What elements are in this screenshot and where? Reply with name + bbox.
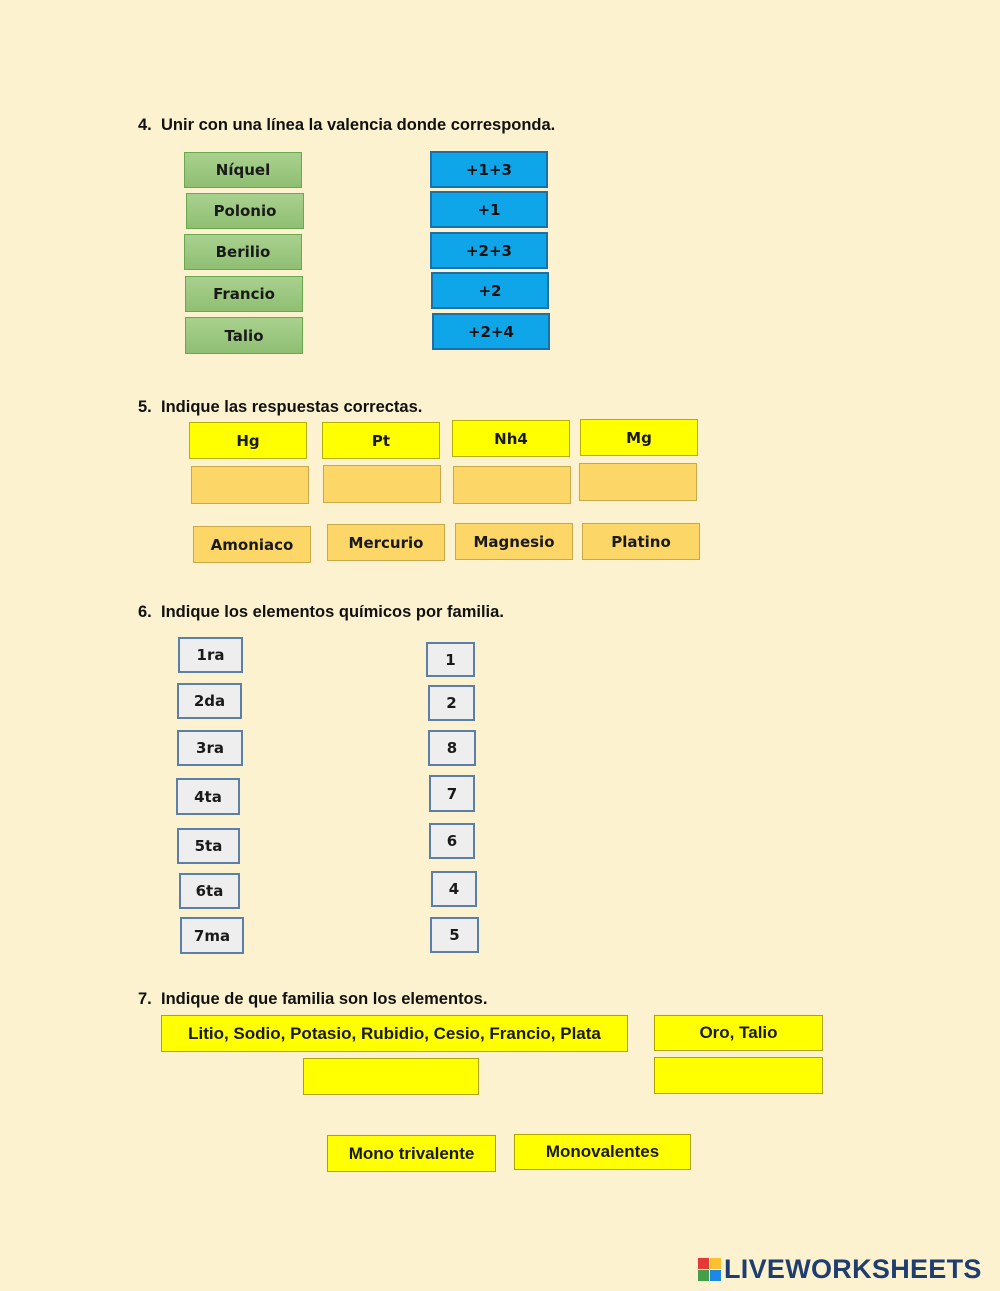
q5-answer-dropzone[interactable]: [191, 466, 309, 504]
q6-family-box[interactable]: 2da: [177, 683, 242, 719]
q5-name-option[interactable]: Platino: [582, 523, 700, 560]
q6-family-box[interactable]: 6ta: [179, 873, 240, 909]
q5-symbol-box: Mg: [580, 419, 698, 456]
q5-name-option[interactable]: Amoniaco: [193, 526, 311, 563]
q7-answer-dropzone[interactable]: [654, 1057, 823, 1094]
q6-family-box[interactable]: 5ta: [177, 828, 240, 864]
q6-family-box[interactable]: 1ra: [178, 637, 243, 673]
q7-group-box: Litio, Sodio, Potasio, Rubidio, Cesio, Francio, Plata: [161, 1015, 628, 1052]
q4-valence-box[interactable]: +1+3: [430, 151, 548, 188]
question-5-title: 5. Indique las respuestas correctas.: [138, 398, 423, 416]
q6-number-box[interactable]: 2: [428, 685, 475, 721]
q5-symbol-box: Pt: [322, 422, 440, 459]
q4-valence-box[interactable]: +2+3: [430, 232, 548, 269]
q6-family-box[interactable]: 7ma: [180, 917, 244, 954]
q5-symbol-box: Nh4: [452, 420, 570, 457]
q6-family-box[interactable]: 3ra: [177, 730, 243, 766]
q4-element-box[interactable]: Talio: [185, 317, 303, 354]
q4-element-box[interactable]: Polonio: [186, 193, 304, 229]
q5-answer-dropzone[interactable]: [323, 465, 441, 503]
logo-text: LIVEWORKSHEETS: [724, 1254, 982, 1284]
q5-name-option[interactable]: Magnesio: [455, 523, 573, 560]
q4-valence-box[interactable]: +1: [430, 191, 548, 228]
logo-blocks-icon: [698, 1258, 721, 1281]
q6-number-box[interactable]: 5: [430, 917, 479, 953]
q5-answer-dropzone[interactable]: [579, 463, 697, 501]
q7-answer-dropzone[interactable]: [303, 1058, 479, 1095]
q7-option-mono-trivalente[interactable]: Mono trivalente: [327, 1135, 496, 1172]
q6-number-box[interactable]: 7: [429, 775, 475, 812]
question-4-title: 4. Unir con una línea la valencia donde corresponda.: [138, 116, 556, 134]
liveworksheets-logo: [698, 1254, 982, 1285]
q4-element-box[interactable]: Níquel: [184, 152, 302, 188]
q5-symbol-box: Hg: [189, 422, 307, 459]
q6-number-box[interactable]: 4: [431, 871, 477, 907]
q4-element-box[interactable]: Francio: [185, 276, 303, 312]
q4-valence-box[interactable]: +2: [431, 272, 549, 309]
q6-number-box[interactable]: 8: [428, 730, 476, 766]
q6-family-box[interactable]: 4ta: [176, 778, 240, 815]
q4-element-box[interactable]: Berilio: [184, 234, 302, 270]
q5-answer-dropzone[interactable]: [453, 466, 571, 504]
q6-number-box[interactable]: 6: [429, 823, 475, 859]
q5-name-option[interactable]: Mercurio: [327, 524, 445, 561]
q6-number-box[interactable]: 1: [426, 642, 475, 677]
q7-option-monovalentes[interactable]: Monovalentes: [514, 1134, 691, 1170]
question-6-title: 6. Indique los elementos químicos por familia.: [138, 603, 504, 621]
question-7-title: 7. Indique de que familia son los elementos.: [138, 990, 488, 1008]
q4-valence-box[interactable]: +2+4: [432, 313, 550, 350]
q7-group-box: Oro, Talio: [654, 1015, 823, 1051]
